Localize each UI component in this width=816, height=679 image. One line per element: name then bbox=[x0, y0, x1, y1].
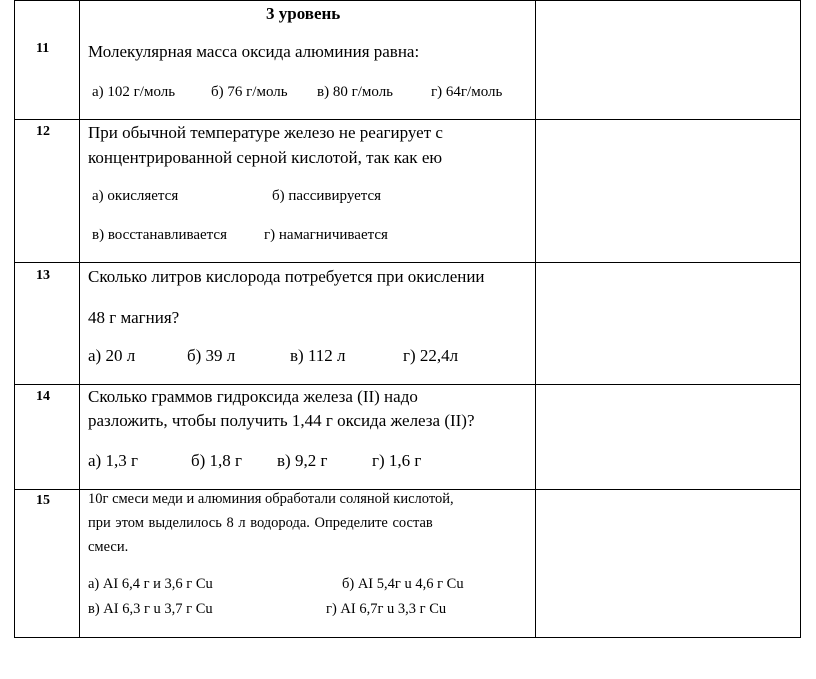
level-title: 3 уровень bbox=[266, 4, 341, 23]
table-border-left bbox=[14, 0, 15, 638]
table-border-right bbox=[800, 0, 801, 638]
table-divider-num bbox=[79, 0, 80, 638]
answer-option: г) 22,4л bbox=[403, 346, 459, 365]
table-divider-answer bbox=[535, 0, 536, 638]
answer-option: а) 102 г/моль bbox=[92, 84, 176, 100]
question-text: смеси. bbox=[88, 539, 129, 555]
answer-option: г) намагничивается bbox=[264, 227, 388, 243]
question-text: Сколько граммов гидроксида железа (II) надо bbox=[88, 387, 418, 406]
answer-option: в) 80 г/моль bbox=[317, 84, 394, 100]
row-separator bbox=[14, 262, 800, 263]
row-separator bbox=[14, 489, 800, 490]
answer-option: в) 9,2 г bbox=[277, 451, 328, 470]
row-separator bbox=[14, 119, 800, 120]
question-number: 11 bbox=[36, 41, 50, 56]
question-text: При обычной температуре железо не реагирует с bbox=[88, 123, 443, 142]
question-text: Сколько литров кислорода потребуется при окислении bbox=[88, 267, 485, 286]
question-text: Молекулярная масса оксида алюминия равна: bbox=[88, 42, 420, 61]
answer-option: б) пассивируется bbox=[272, 188, 382, 204]
question-number: 14 bbox=[36, 389, 50, 404]
question-text: при этом выделилось 8 л водорода. Определите состав bbox=[88, 515, 433, 531]
answer-option: г) 1,6 г bbox=[372, 451, 422, 470]
answer-option: в) восстанавливается bbox=[92, 227, 227, 243]
table-border-bottom bbox=[14, 637, 800, 638]
answer-option: а) 20 л bbox=[88, 346, 136, 365]
question-number: 12 bbox=[36, 124, 50, 139]
question-text: 48 г магния? bbox=[88, 308, 180, 327]
answer-option: а) окисляется bbox=[92, 188, 179, 204]
answer-option: б) 39 л bbox=[187, 346, 236, 365]
question-text: 10г смеси меди и алюминия обработали соляной кислотой, bbox=[88, 491, 454, 507]
question-number: 15 bbox=[36, 493, 50, 508]
answer-option: г) 64г/моль bbox=[431, 84, 503, 100]
row-separator bbox=[14, 384, 800, 385]
answer-option: б) AI 5,4г u 4,6 г Cu bbox=[342, 576, 464, 592]
answer-option: г) AI 6,7г u 3,3 г Cu bbox=[326, 601, 447, 617]
table-border-top bbox=[14, 0, 800, 1]
answer-option: в) AI 6,3 г u 3,7 г Cu bbox=[88, 601, 213, 617]
answer-option: в) 112 л bbox=[290, 346, 346, 365]
answer-option: а) AI 6,4 г и 3,6 г Cu bbox=[88, 576, 213, 592]
question-number: 13 bbox=[36, 268, 50, 283]
question-text: разложить, чтобы получить 1,44 г оксида железа (II)? bbox=[88, 411, 475, 430]
answer-option: а) 1,3 г bbox=[88, 451, 138, 470]
answer-option: б) 76 г/моль bbox=[211, 84, 288, 100]
answer-option: б) 1,8 г bbox=[191, 451, 243, 470]
question-text: концентрированной серной кислотой, так как ею bbox=[88, 148, 443, 167]
